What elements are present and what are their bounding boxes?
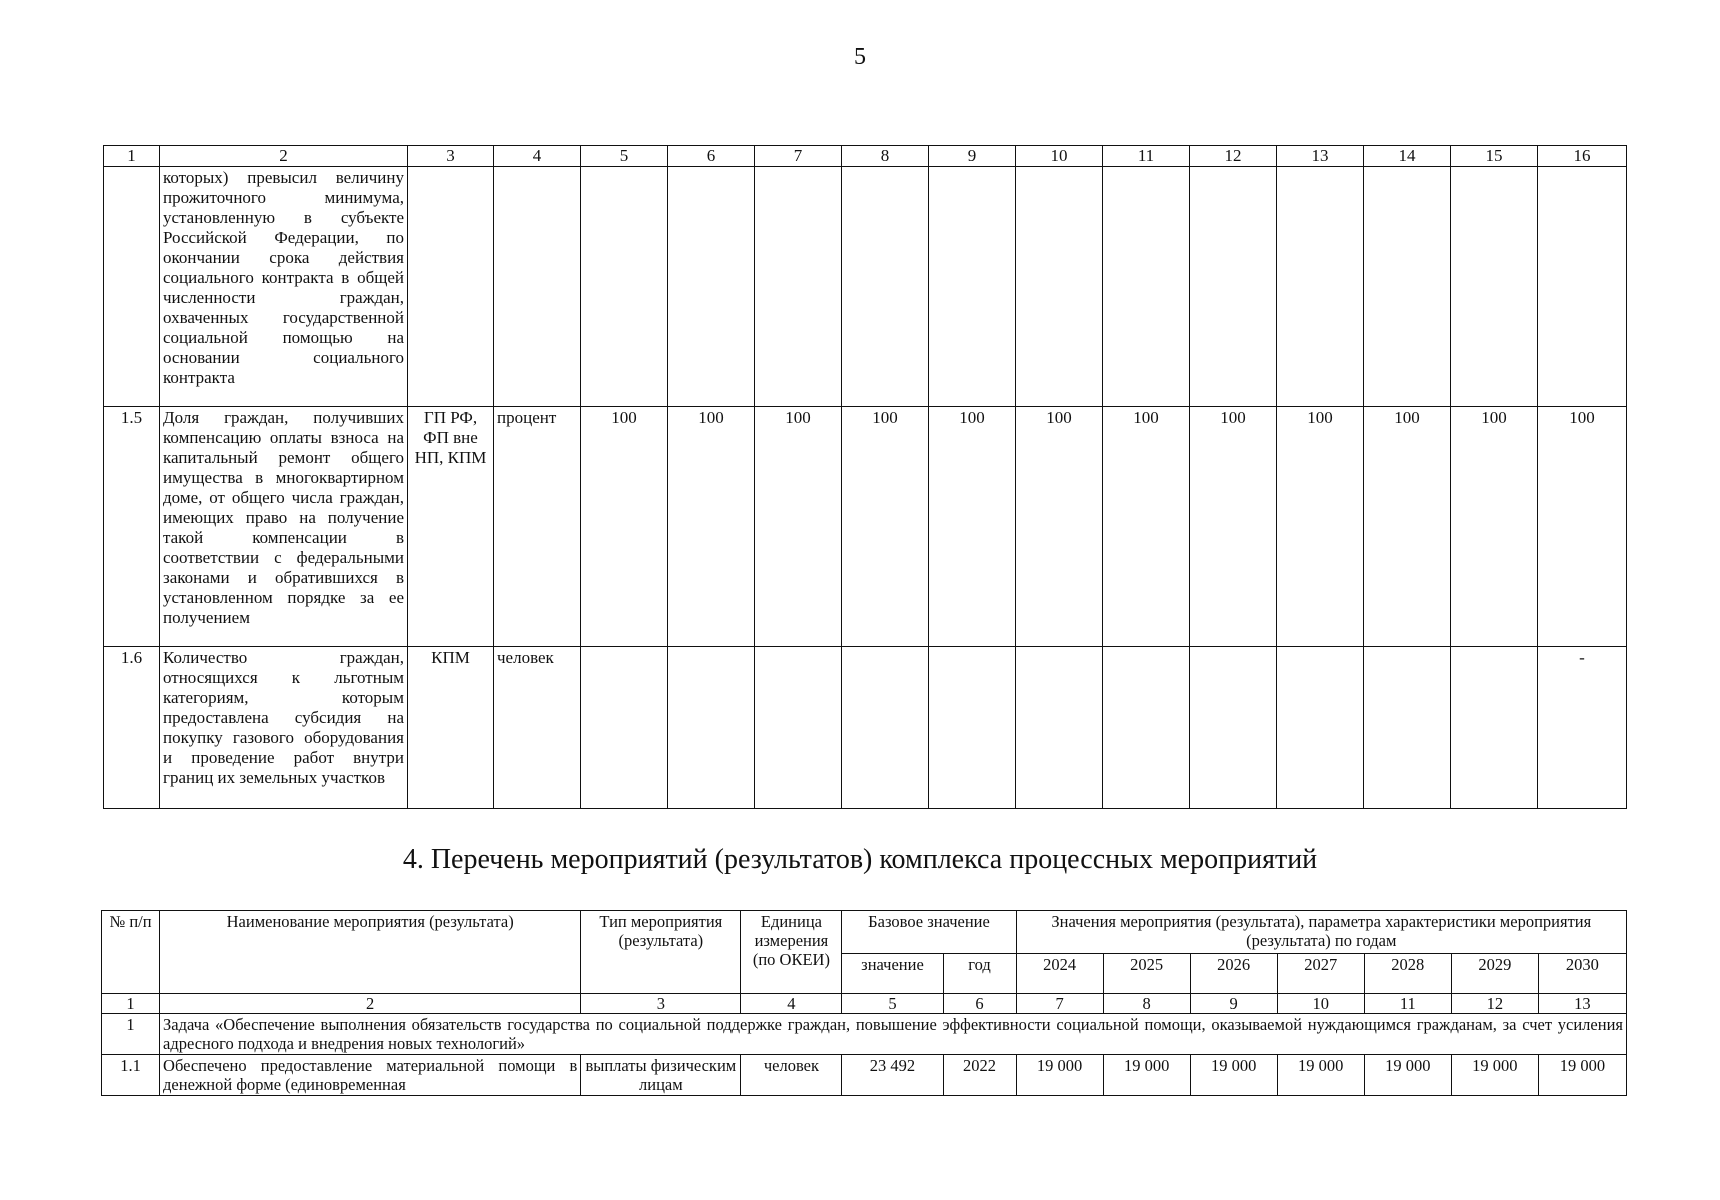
indicator-value [1016, 647, 1103, 809]
header-values-group: Значения мероприятия (результата), параметра характеристики мероприятия (результата) по годам [1016, 911, 1626, 954]
measure-base-year: 2022 [943, 1055, 1016, 1096]
measure-type: выплаты физическим лицам [581, 1055, 741, 1096]
indicator-value: 100 [1451, 407, 1538, 647]
indicator-value [1451, 167, 1538, 407]
indicator-value [1277, 167, 1364, 407]
indicator-value [842, 647, 929, 809]
indicator-value [1538, 167, 1627, 407]
section-title: 4. Перечень мероприятий (результатов) комплекса процессных мероприятий [402, 844, 1318, 875]
indicator-value [755, 167, 842, 407]
column-number: 4 [741, 994, 842, 1014]
task-number: 1 [102, 1014, 160, 1055]
measures-table [101, 910, 1627, 1096]
header-base: Базовое значение [842, 911, 1016, 954]
measure-value: 19 000 [1538, 1055, 1626, 1096]
indicator-value [1190, 647, 1277, 809]
column-number: 11 [1364, 994, 1451, 1014]
header-year: 2030 [1538, 954, 1626, 994]
measure-value: 19 000 [1016, 1055, 1103, 1096]
indicator-value [1277, 647, 1364, 809]
column-number: 5 [842, 994, 943, 1014]
indicator-value [755, 647, 842, 809]
column-number: 9 [929, 146, 1016, 167]
measure-row [102, 1055, 1627, 1096]
column-number: 13 [1277, 146, 1364, 167]
indicator-unit [494, 167, 581, 407]
indicator-value: 100 [1190, 407, 1277, 647]
indicator-name: которых) превысил величину прожиточного минимума, установленную в субъекте Российской Федерации, по окончании срока действия социального контракта в общей численности граждан, охваченных государственной социальной помощью на основании социального контракта [160, 167, 408, 407]
measure-value: 19 000 [1451, 1055, 1538, 1096]
indicator-value: 100 [668, 407, 755, 647]
indicator-value: 100 [1538, 407, 1627, 647]
column-number: 13 [1538, 994, 1626, 1014]
indicator-value [581, 647, 668, 809]
indicator-source [408, 167, 494, 407]
indicator-source: ГП РФ, ФП вне НП, КПМ [408, 407, 494, 647]
column-number: 12 [1451, 994, 1538, 1014]
indicator-value [668, 167, 755, 407]
column-number: 11 [1103, 146, 1190, 167]
header-year: 2027 [1277, 954, 1364, 994]
column-number: 15 [1451, 146, 1538, 167]
column-number-row [104, 146, 1627, 167]
indicator-value: 100 [581, 407, 668, 647]
task-row [102, 1014, 1627, 1055]
measure-base-value: 23 492 [842, 1055, 943, 1096]
measure-value: 19 000 [1190, 1055, 1277, 1096]
indicator-value [668, 647, 755, 809]
measure-value: 19 000 [1364, 1055, 1451, 1096]
indicator-value: 100 [842, 407, 929, 647]
header-year: 2028 [1364, 954, 1451, 994]
indicator-value [1103, 167, 1190, 407]
column-number: 3 [581, 994, 741, 1014]
indicator-row [104, 167, 1627, 407]
indicators-table [103, 145, 1627, 809]
column-number: 10 [1277, 994, 1364, 1014]
indicator-row [104, 647, 1627, 809]
indicator-unit: процент [494, 407, 581, 647]
indicator-value: 100 [929, 407, 1016, 647]
header-unit: Единица измерения (по ОКЕИ) [741, 911, 842, 994]
column-number: 6 [668, 146, 755, 167]
column-number: 1 [104, 146, 160, 167]
indicator-name: Доля граждан, получивших компенсацию оплаты взноса на капитальный ремонт общего имущества в многоквартирном доме, от общего числа граждан, имеющих право на получение такой компенсации в соответствии с федеральными законами и обратившихся в установленном порядке за ее получением [160, 407, 408, 647]
measure-name: Обеспечено предоставление материальной помощи в денежной форме (единовременная [160, 1055, 581, 1096]
measure-value: 19 000 [1103, 1055, 1190, 1096]
task-text: Задача «Обеспечение выполнения обязательств государства по социальной поддержке граждан, повышение эффективности социальной помощи, оказываемой нуждающимся гражданам, за счет усиления адресного подхода и внедрения новых технологий» [160, 1014, 1627, 1055]
column-number: 7 [1016, 994, 1103, 1014]
indicator-value [581, 167, 668, 407]
header-type: Тип мероприятия (результата) [581, 911, 741, 994]
header-name: Наименование мероприятия (результата) [160, 911, 581, 994]
column-number: 14 [1364, 146, 1451, 167]
indicator-value [1451, 647, 1538, 809]
indicator-unit: человек [494, 647, 581, 809]
page-number: 5 [854, 44, 866, 70]
indicator-value: 100 [1364, 407, 1451, 647]
column-number: 6 [943, 994, 1016, 1014]
column-number: 8 [1103, 994, 1190, 1014]
column-number: 5 [581, 146, 668, 167]
indicator-number: 1.6 [104, 647, 160, 809]
header-base-year: год [943, 954, 1016, 994]
header-base-value: значение [842, 954, 943, 994]
column-number: 7 [755, 146, 842, 167]
header-year: 2025 [1103, 954, 1190, 994]
column-number: 12 [1190, 146, 1277, 167]
indicator-name: Количество граждан, относящихся к льготным категориям, которым предоставлена субсидия на покупку газового оборудования и проведение работ внутри границ их земельных участков [160, 647, 408, 809]
column-number: 2 [160, 146, 408, 167]
indicator-value [1190, 167, 1277, 407]
indicator-value: - [1538, 647, 1627, 809]
indicator-number [104, 167, 160, 407]
column-number: 2 [160, 994, 581, 1014]
column-number: 10 [1016, 146, 1103, 167]
indicator-value [842, 167, 929, 407]
indicator-value: 100 [1016, 407, 1103, 647]
header-year: 2026 [1190, 954, 1277, 994]
indicator-value [929, 167, 1016, 407]
indicator-number: 1.5 [104, 407, 160, 647]
column-number: 8 [842, 146, 929, 167]
indicator-value: 100 [1103, 407, 1190, 647]
indicator-value [1364, 167, 1451, 407]
indicator-source: КПМ [408, 647, 494, 809]
measure-unit: человек [741, 1055, 842, 1096]
indicator-value [1016, 167, 1103, 407]
header-year: 2029 [1451, 954, 1538, 994]
indicator-row [104, 407, 1627, 647]
indicator-value: 100 [755, 407, 842, 647]
measure-value: 19 000 [1277, 1055, 1364, 1096]
measure-number: 1.1 [102, 1055, 160, 1096]
indicator-value: 100 [1277, 407, 1364, 647]
header-year: 2024 [1016, 954, 1103, 994]
column-number: 1 [102, 994, 160, 1014]
header-number: № п/п [102, 911, 160, 994]
column-number: 3 [408, 146, 494, 167]
column-number: 16 [1538, 146, 1627, 167]
column-number: 4 [494, 146, 581, 167]
header-row [102, 911, 1627, 954]
column-number: 9 [1190, 994, 1277, 1014]
indicator-value [1103, 647, 1190, 809]
indicator-value [1364, 647, 1451, 809]
column-number-row [102, 994, 1627, 1014]
indicator-value [929, 647, 1016, 809]
